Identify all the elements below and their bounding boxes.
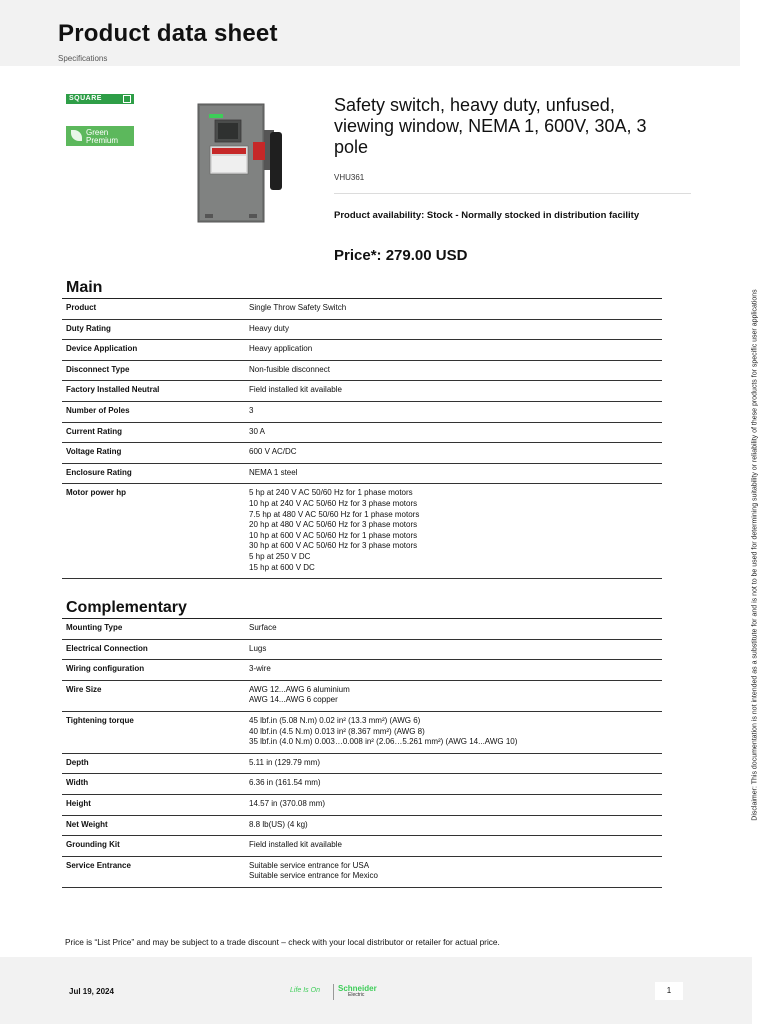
spec-row (62, 423, 662, 444)
spec-row (62, 619, 662, 640)
spec-value-line: 8.8 lb(US) (4 kg) (249, 819, 308, 829)
spec-row (62, 402, 662, 423)
spec-label: Disconnect Type (66, 364, 130, 374)
spec-value-line: 45 lbf.in (5.08 N.m) 0.02 in² (13.3 mm²) (AWG 6) (249, 715, 421, 725)
spec-value (249, 716, 662, 748)
product-sku: VHU361 (334, 173, 365, 182)
spec-value (249, 488, 662, 573)
spec-row (62, 660, 662, 681)
spec-row (62, 320, 662, 341)
spec-value (249, 840, 662, 851)
spec-value-line: 600 V AC/DC (249, 447, 297, 457)
spec-value (249, 758, 662, 769)
spec-value (249, 778, 662, 789)
spec-row (62, 361, 662, 382)
page-footer (0, 957, 752, 1024)
page-header (0, 0, 740, 66)
spec-value-line: 10 hp at 600 V AC 50/60 Hz for 1 phase motors (249, 530, 418, 540)
spec-row (62, 712, 662, 754)
schneider-brand: Schneider (338, 984, 377, 993)
spec-row (62, 754, 662, 775)
spec-value (249, 365, 662, 376)
complementary-spec-table (62, 618, 662, 888)
spec-row (62, 836, 662, 857)
spec-label: Grounding Kit (66, 840, 120, 850)
spec-row (62, 795, 662, 816)
spec-value-line: AWG 14...AWG 6 copper (249, 695, 338, 705)
spec-value (249, 623, 662, 634)
spec-label: Product (66, 303, 97, 312)
spec-value (249, 427, 662, 438)
spec-value-line: 5 hp at 240 V AC 50/60 Hz for 1 phase motors (249, 488, 413, 498)
spec-row (62, 857, 662, 888)
spec-row (62, 299, 662, 320)
spec-label: Width (66, 778, 89, 788)
divider (334, 193, 691, 194)
square-d-mark (123, 95, 131, 103)
spec-value-line: 15 hp at 600 V DC (249, 562, 315, 572)
spec-value (249, 664, 662, 675)
spec-value-line: Suitable service entrance for USA (249, 860, 370, 870)
spec-label: Depth (66, 757, 89, 767)
spec-value-line: 20 hp at 480 V AC 50/60 Hz for 3 phase motors (249, 520, 418, 530)
spec-label: Factory Installed Neutral (66, 385, 160, 395)
page-number: 1 (655, 982, 683, 1000)
spec-label: Wire Size (66, 684, 102, 694)
product-availability: Product availability: Stock - Normally stocked in distribution facility (334, 210, 640, 221)
product-price: Price*: 279.00 USD (334, 247, 468, 264)
spec-value-line: NEMA 1 steel (249, 467, 298, 477)
spec-label: Number of Poles (66, 405, 130, 415)
spec-value-line: 5.11 in (129.79 mm) (249, 757, 320, 767)
spec-label: Duty Rating (66, 323, 111, 333)
spec-value-line: 3-wire (249, 664, 271, 674)
spec-value (249, 644, 662, 655)
spec-value (249, 324, 662, 335)
spec-value-line: 6.36 in (161.54 mm) (249, 778, 321, 788)
spec-value-line: Single Throw Safety Switch (249, 303, 347, 312)
main-spec-table (62, 298, 662, 579)
spec-value (249, 799, 662, 810)
spec-value-line: 30 A (249, 426, 266, 436)
spec-row (62, 816, 662, 837)
spec-value-line: Heavy application (249, 344, 313, 354)
page-subtitle: Specifications (58, 54, 108, 63)
spec-value-line: 40 lbf.in (4.5 N.m) 0.013 in² (8.367 mm²) (AWG 8) (249, 726, 425, 736)
spec-value-line: 14.57 in (370.08 mm) (249, 798, 326, 808)
disclaimer-text: Disclaimer: This documentation is not intended as a substitute for and is not to be used for determining suitability or reliability of these products for specific user applications (751, 289, 759, 821)
spec-value-line: Field installed kit available (249, 840, 342, 850)
logo-divider (333, 984, 334, 1000)
spec-value (249, 385, 662, 396)
main-section-title: Main (66, 279, 103, 296)
spec-row (62, 774, 662, 795)
spec-value-line: Field installed kit available (249, 385, 342, 395)
spec-value-line: 30 hp at 600 V AC 50/60 Hz for 3 phase motors (249, 541, 418, 551)
green-premium-line-1: Green (86, 128, 109, 137)
spec-label: Wiring configuration (66, 664, 145, 674)
spec-row (62, 681, 662, 712)
spec-label: Device Application (66, 344, 138, 354)
spec-value (249, 468, 662, 479)
schneider-brand-sub: Electric (348, 992, 365, 998)
spec-value (249, 447, 662, 458)
footer-date: Jul 19, 2024 (69, 987, 114, 996)
spec-label: Mounting Type (66, 623, 123, 632)
price-footnote: Price is “List Price” and may be subject to a trade discount – check with your local distributor or retailer for actual price. (65, 937, 500, 947)
spec-label: Service Entrance (66, 860, 131, 870)
spec-row (62, 464, 662, 485)
spec-value (249, 303, 662, 314)
page-title: Product data sheet (58, 20, 278, 47)
leaf-icon (71, 130, 82, 141)
spec-value-line: 7.5 hp at 480 V AC 50/60 Hz for 1 phase motors (249, 509, 420, 519)
spec-value-line: Surface (249, 623, 277, 632)
spec-value-line: 10 hp at 240 V AC 50/60 Hz for 3 phase motors (249, 498, 418, 508)
spec-value-line: 5 hp at 250 V DC (249, 551, 311, 561)
spec-label: Electrical Connection (66, 643, 148, 653)
spec-value (249, 344, 662, 355)
spec-value-line: AWG 12...AWG 6 aluminium (249, 684, 350, 694)
spec-value (249, 861, 662, 882)
spec-value-line: Suitable service entrance for Mexico (249, 871, 378, 881)
square-d-logo (66, 94, 134, 104)
spec-row (62, 443, 662, 464)
disclaimer (749, 289, 761, 821)
spec-value-line: Heavy duty (249, 323, 290, 333)
spec-label: Enclosure Rating (66, 467, 132, 477)
spec-value (249, 406, 662, 417)
spec-label: Current Rating (66, 426, 122, 436)
spec-label: Motor power hp (66, 488, 126, 498)
square-d-logo-text: SQUARE (69, 95, 102, 102)
product-image (195, 102, 293, 224)
spec-value-line: 35 lbf.in (4.0 N.m) 0.003…0.008 in² (2.06…5.261 mm²) (AWG 14...AWG 10) (249, 737, 518, 747)
spec-label: Voltage Rating (66, 447, 122, 457)
spec-row (62, 340, 662, 361)
spec-label: Tightening torque (66, 715, 134, 725)
spec-label: Height (66, 798, 91, 808)
spec-row (62, 484, 662, 579)
complementary-section-title: Complementary (66, 599, 187, 616)
spec-value-line: Non-fusible disconnect (249, 364, 330, 374)
spec-value (249, 820, 662, 831)
green-premium-line-2: Premium (86, 136, 119, 145)
green-premium-logo (66, 126, 134, 146)
spec-value (249, 685, 662, 706)
spec-row (62, 381, 662, 402)
spec-label: Net Weight (66, 819, 108, 829)
life-is-on-tagline: Life Is On (290, 987, 320, 994)
spec-value-line: 3 (249, 405, 254, 415)
spec-row (62, 640, 662, 661)
product-title: Safety switch, heavy duty, unfused, viewing window, NEMA 1, 600V, 30A, 3 pole (334, 95, 647, 157)
schneider-wordmark (338, 985, 377, 999)
spec-value-line: Lugs (249, 643, 267, 653)
